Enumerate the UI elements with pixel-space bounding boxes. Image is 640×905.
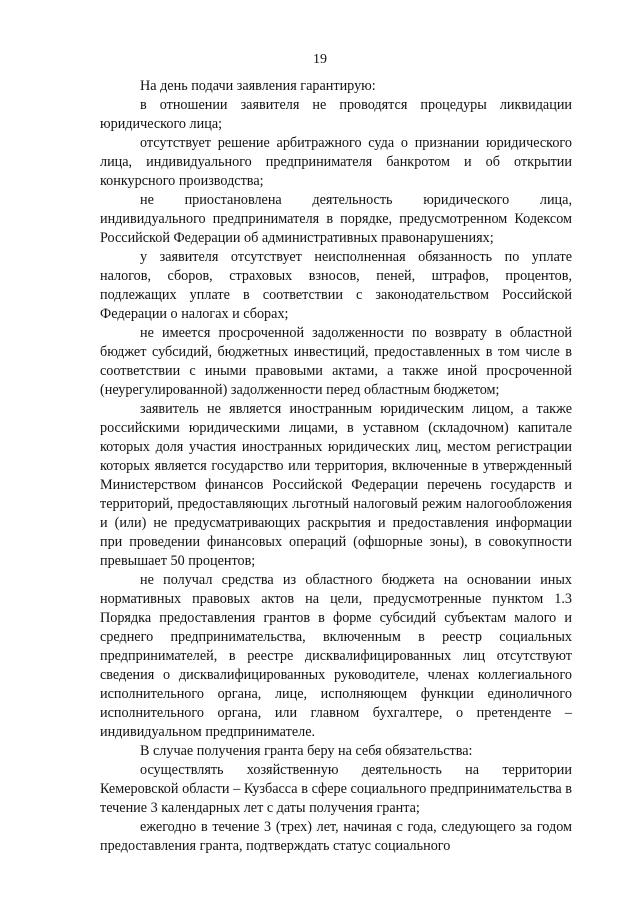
paragraph-no-budget-debt: не имеется просроченной задолженности по возврату в областной бюджет субсидий, бюджетных инвестиций, предоставленных в том числе в соответствии с иными правовыми актами, а также иной просроченной (неурегулированной) задолженности перед областным бюджетом;: [100, 325, 572, 398]
paragraph-obligations-intro: В случае получения гранта беру на себя обязательства:: [140, 743, 473, 759]
paragraph-no-liquidation: в отношении заявителя не проводятся процедуры ликвидации юридического лица;: [100, 97, 572, 132]
paragraph-not-suspended: не приостановлена деятельность юридического лица, индивидуального предпринимателя в порядке, предусмотренном Кодексом Российской Федерации об административных правонарушениях;: [100, 192, 572, 246]
paragraph-no-tax-debt: у заявителя отсутствует неисполненная обязанность по уплате налогов, сборов, страховых взносов, пеней, штрафов, процентов, подлежащих уплате в соответствии с законодательством Российской Федерации о налогах и сборах;: [100, 249, 572, 322]
paragraph-obligation-status: ежегодно в течение 3 (трех) лет, начиная с года, следующего за годом предоставления гранта, подтверждать статус социального: [100, 819, 572, 854]
document-body: [100, 77, 572, 856]
paragraph-not-foreign-entity: заявитель не является иностранным юридическим лицом, а также российскими юридическими лицами, в уставном (складочном) капитале которых доля участия иностранных юридических лиц, местом регистрации которых является государство или территория, включенные в утвержденный Министерством финансов Российской Федерации перечень государств и территорий, предоставляющих льготный налоговый режим налогообложения и (или) не предусматривающих раскрытия и предоставления информации при проведении финансовых операций (офшорные зоны), в совокупности превышает 50 процентов;: [100, 401, 572, 569]
paragraph-guarantee-intro: На день подачи заявления гарантирую:: [140, 78, 376, 94]
page-number: 19: [313, 52, 327, 67]
paragraph-no-bankruptcy: отсутствует решение арбитражного суда о признании юридического лица, индивидуального предпринимателя банкротом и об открытии конкурсного производства;: [100, 135, 572, 189]
paragraph-no-other-funds: не получал средства из областного бюджета на основании иных нормативных правовых актов на цели, предусмотренные пунктом 1.3 Порядка предоставления грантов в форме субсидий субъектам малого и среднего предпринимательства, включенным в реестр социальных предпринимателей, в реестре дисквалифицированных лиц отсутствуют сведения о дисквалифицированных руководителе, членах коллегиального исполнительного органа, лице, исполняющем функции единоличного исполнительного органа, или главном бухгалтере, о претенденте – индивидуальном предпринимателе.: [100, 572, 572, 740]
paragraph-obligation-activity: осуществлять хозяйственную деятельность на территории Кемеровской области – Кузбасса в сфере социального предпринимательства в течение 3 календарных лет с даты получения гранта;: [100, 762, 572, 816]
